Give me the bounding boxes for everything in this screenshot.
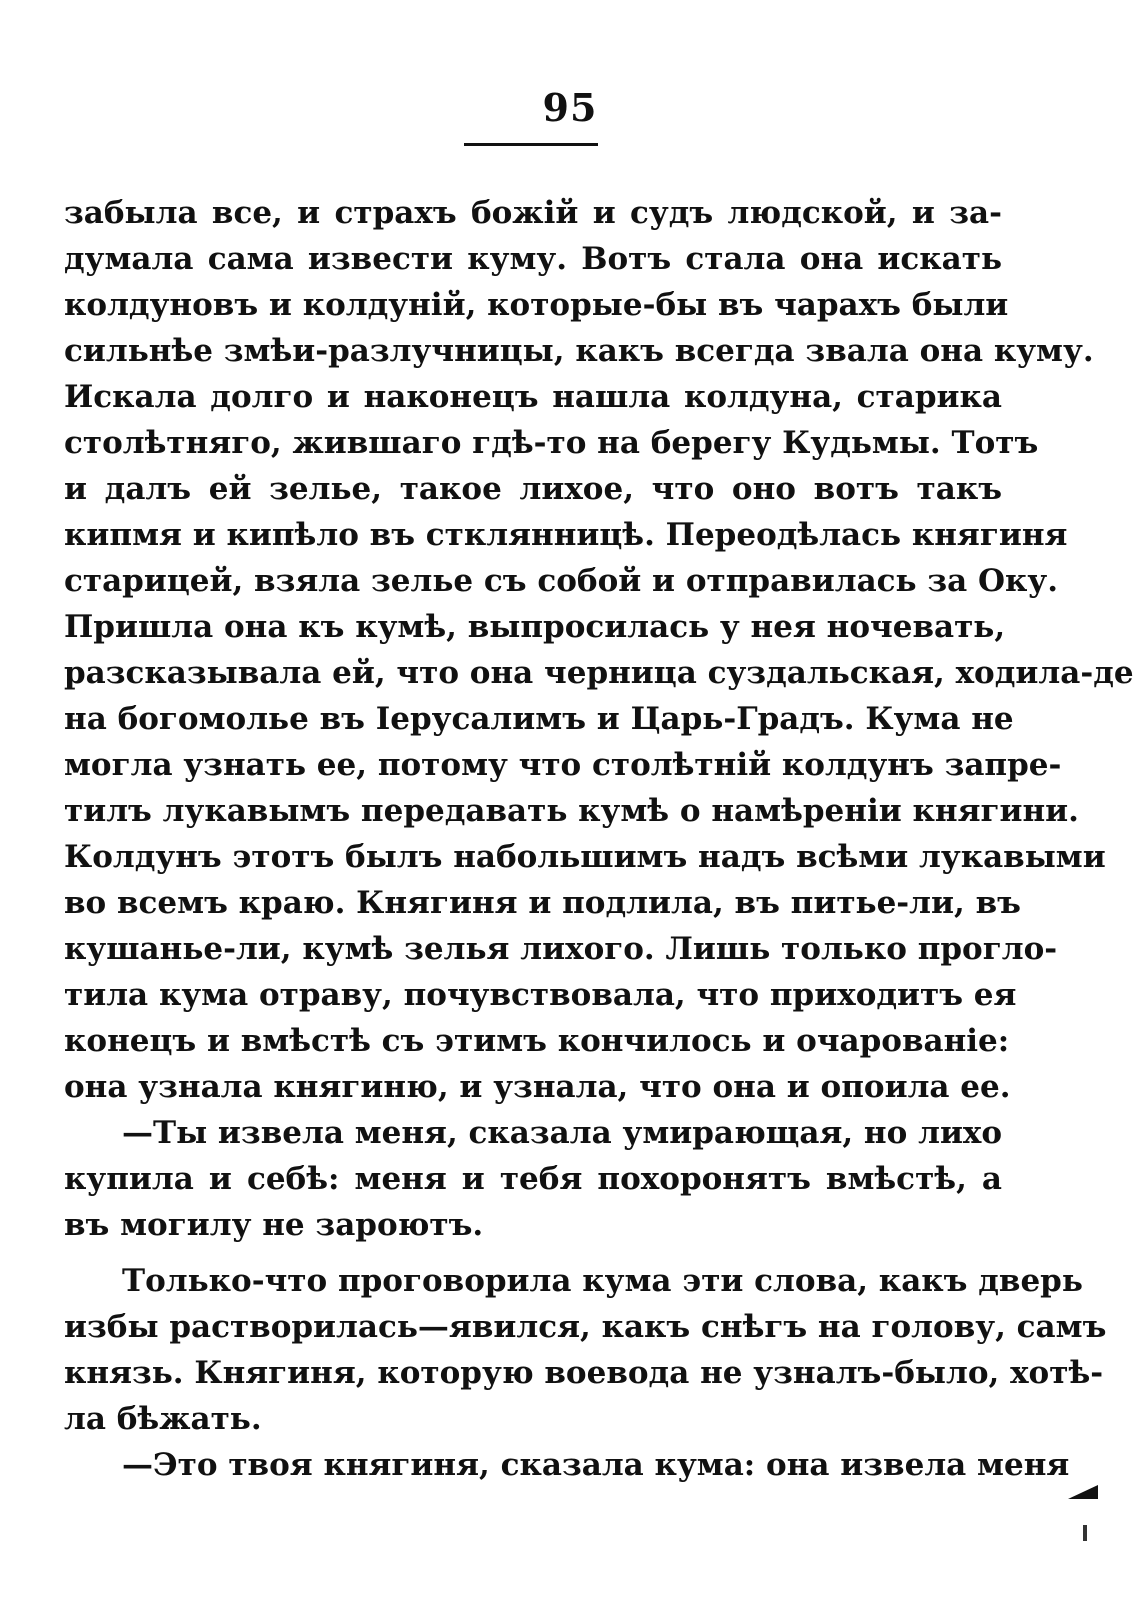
text-line: старицей, взяла зелье съ собой и отправилась за Оку.	[64, 563, 1059, 599]
text-line: столѣтняго, жившаго гдѣ-то на берегу Кудьмы. Тотъ	[64, 425, 1039, 461]
text-line: —Это твоя княгиня, сказала кума: она извела меня	[122, 1447, 1070, 1483]
text-line: Пришла она къ кумѣ, выпросилась у нея ночевать,	[64, 609, 1006, 645]
text-line: ла бѣжать.	[64, 1401, 262, 1437]
text-line: и далъ ей зелье, такое лихое, что оно вотъ такъ	[64, 471, 1002, 507]
text-line: она узнала княгиню, и узнала, что она и опоила ее.	[64, 1069, 1011, 1105]
text-line: во всемъ краю. Княгиня и подлила, въ питье-ли, въ	[64, 885, 1021, 921]
text-line: въ могилу не зароютъ.	[64, 1207, 484, 1243]
text-line: на богомолье въ Іерусалимъ и Царь-Градъ. Кума не	[64, 701, 1014, 737]
page-edge-mark	[1068, 1485, 1098, 1499]
text-line: думала сама извести куму. Вотъ стала она искать	[64, 241, 1002, 277]
text-line: разсказывала ей, что она черница суздальская, ходила-де	[64, 655, 1134, 691]
text-line: забыла все, и страхъ божій и судъ людской, и за-	[64, 195, 1002, 231]
text-line: колдуновъ и колдуній, которые-бы въ чарахъ были	[64, 287, 1009, 323]
text-line: —Ты извела меня, сказала умирающая, но лихо	[122, 1115, 1003, 1151]
text-line: князь. Княгиня, которую воевода не узналъ-было, хотѣ-	[64, 1355, 1104, 1391]
text-line: кушанье-ли, кумѣ зелья лихого. Лишь только прогло-	[64, 931, 1058, 967]
paragraph-gap	[64, 1248, 1002, 1258]
header-rule	[464, 143, 598, 146]
text-line: конецъ и вмѣстѣ съ этимъ кончилось и очарованіе:	[64, 1023, 1010, 1059]
text-line: Колдунъ этотъ былъ набольшимъ надъ всѣми лукавыми	[64, 839, 1106, 875]
text-line: Искала долго и наконецъ нашла колдуна, старика	[64, 379, 1002, 415]
text-column	[64, 190, 1134, 1488]
text-line: могла узнать ее, потому что столѣтній колдунъ запре-	[64, 747, 1062, 783]
text-line: избы растворилась—явился, какъ снѣгъ на голову, самъ	[64, 1309, 1107, 1345]
text-line: тилъ лукавымъ передавать кумѣ о намѣреніи княгини.	[64, 793, 1079, 829]
page-edge-speck	[1083, 1525, 1087, 1541]
paragraph-1	[64, 190, 1134, 1110]
text-line: Только-что проговорила кума эти слова, какъ дверь	[122, 1263, 1083, 1299]
text-line: купила и себѣ: меня и тебя похоронятъ вмѣстѣ, а	[64, 1161, 1002, 1197]
page-number: 95	[542, 85, 598, 130]
paragraph-3	[64, 1258, 1107, 1442]
paragraph-2	[64, 1110, 1002, 1248]
paragraph-4	[64, 1442, 1070, 1488]
text-line: тила кума отраву, почувствовала, что приходитъ ея	[64, 977, 1017, 1013]
text-line: сильнѣе змѣи-разлучницы, какъ всегда звала она куму.	[64, 333, 1094, 369]
text-line: кипмя и кипѣло въ стклянницѣ. Переодѣлась княгиня	[64, 517, 1068, 553]
